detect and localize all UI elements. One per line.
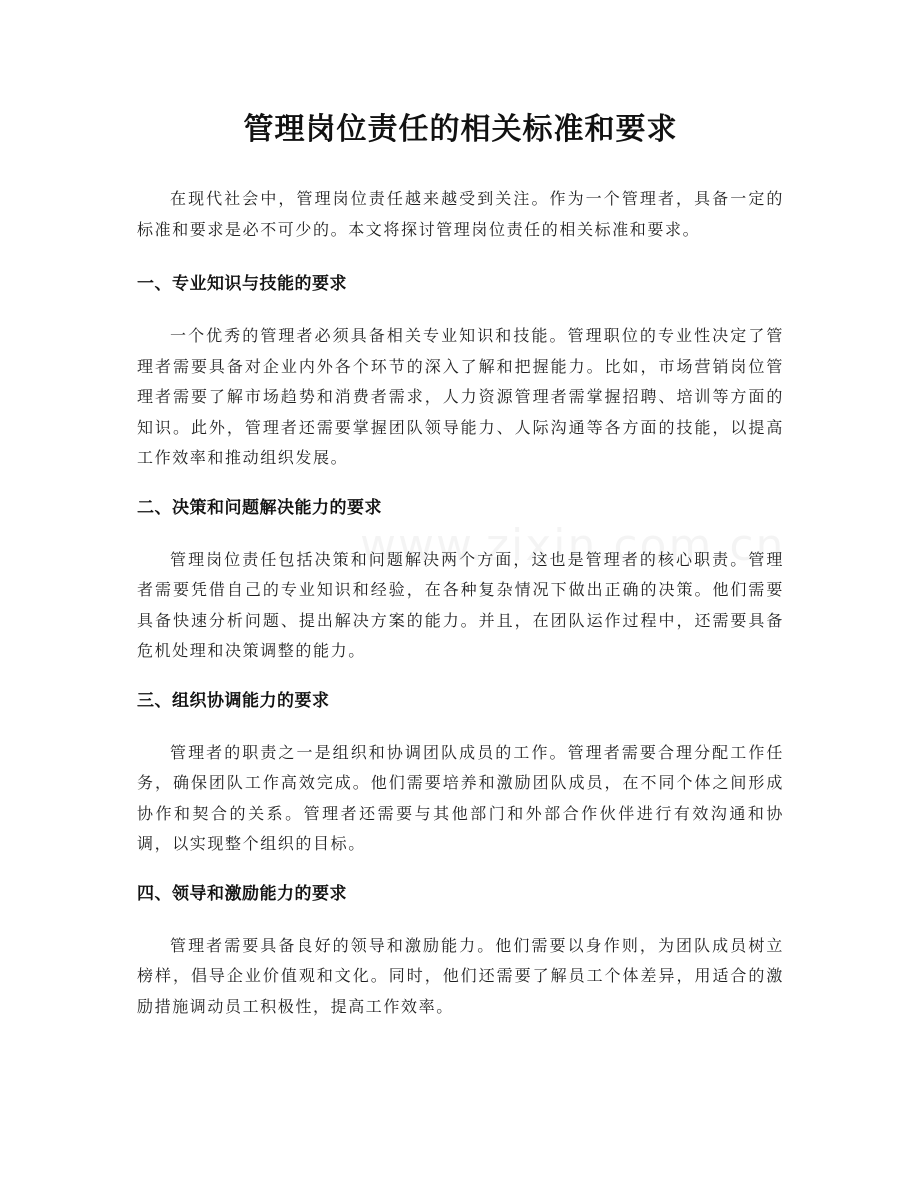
section-3-body: 管理者的职责之一是组织和协调团队成员的工作。管理者需要合理分配工作任务，确保团队工作高效完成。他们需要培养和激励团队成员，在不同个体之间形成协作和契合的关系。管理者还需要与其他部门和外部合作伙伴进行有效沟通和协调，以实现整个组织的目标。 bbox=[137, 742, 784, 853]
section-1-body: 一个优秀的管理者必须具备相关专业知识和技能。管理职位的专业性决定了管理者需要具备对企业内外各个环节的深入了解和把握能力。比如，市场营销岗位管理者需要了解市场趋势和消费者需求，人力资源管理者需掌握招聘、培训等方面的知识。此外，管理者还需要掌握团队领导能力、人际沟通等各方面的技能，以提高工作效率和推动组织发展。 bbox=[137, 326, 784, 467]
document-title: 管理岗位责任的相关标准和要求 bbox=[243, 112, 678, 147]
section-2-body: 管理岗位责任包括决策和问题解决两个方面，这也是管理者的核心职责。管理者需要凭借自己的专业知识和经验，在各种复杂情况下做出正确的决策。他们需要具备快速分析问题、提出解决方案的能力。并且，在团队运作过程中，还需要具备危机处理和决策调整的能力。 bbox=[137, 549, 784, 660]
section-3-heading: 三、组织协调能力的要求 bbox=[137, 690, 330, 711]
section-4-body: 管理者需要具备良好的领导和激励能力。他们需要以身作则，为团队成员树立榜样，倡导企业价值观和文化。同时，他们还需要了解员工个体差异，用适合的激励措施调动员工积极性，提高工作效率。 bbox=[137, 935, 784, 1016]
intro-paragraph: 在现代社会中，管理岗位责任越来越受到关注。作为一个管理者，具备一定的标准和要求是必不可少的。本文将探讨管理岗位责任的相关标准和要求。 bbox=[137, 189, 784, 239]
section-1-heading: 一、专业知识与技能的要求 bbox=[137, 274, 347, 294]
section-4-heading: 四、领导和激励能力的要求 bbox=[137, 883, 347, 904]
section-2-heading: 二、决策和问题解决能力的要求 bbox=[137, 497, 382, 518]
